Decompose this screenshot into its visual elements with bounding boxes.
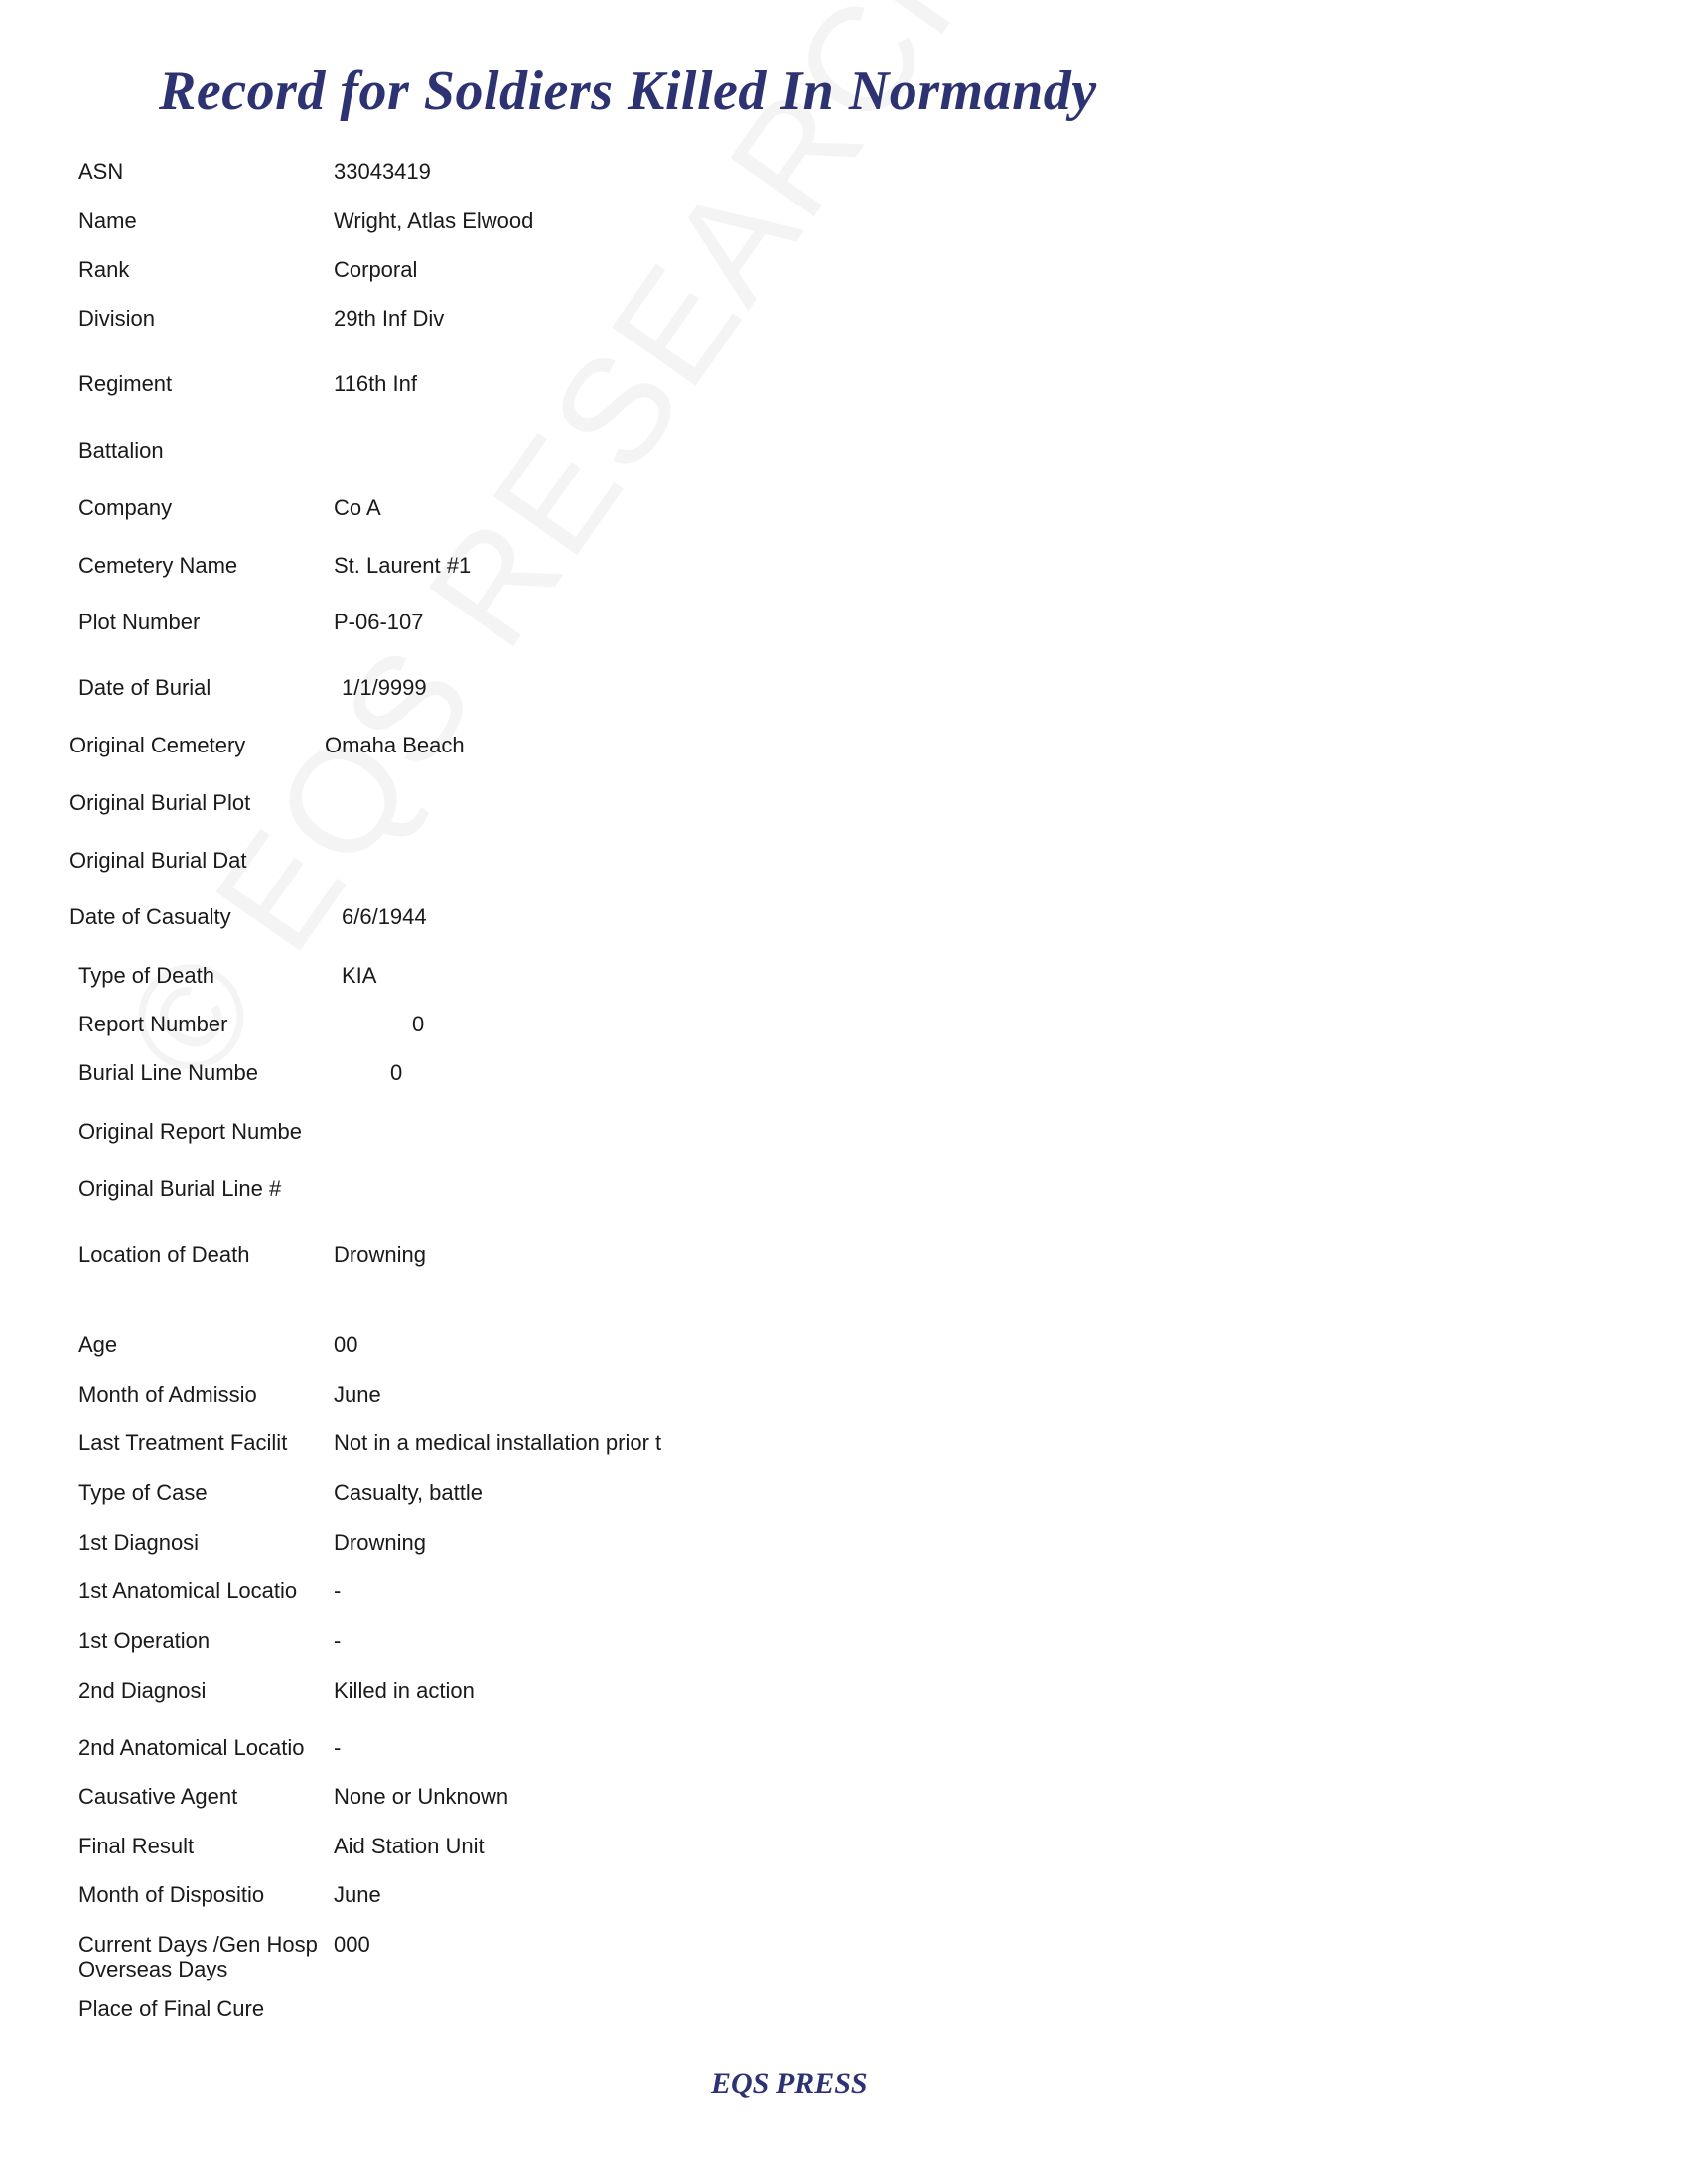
field-value: 6/6/1944	[342, 904, 427, 929]
field-label: Original Burial Dat	[70, 848, 247, 873]
field-label: 1st Diagnosi	[78, 1530, 200, 1555]
field-label: Rank	[78, 257, 130, 282]
field-value: St. Laurent #1	[334, 553, 472, 578]
page-title: Record for Soldiers Killed In Normandy	[159, 61, 1097, 122]
field-label: Place of Final Cure	[78, 1996, 265, 2021]
field-value: 29th Inf Div	[334, 306, 445, 331]
field-label: Plot Number	[78, 610, 201, 634]
field-label: Month of Admissio	[78, 1382, 257, 1407]
field-label: Causative Agent	[78, 1784, 238, 1809]
field-value: 33043419	[334, 159, 431, 184]
field-value: -	[334, 1628, 342, 1653]
field-label: Final Result	[78, 1834, 195, 1858]
field-label: Type of Death	[78, 963, 214, 988]
field-label: Original Burial Plot	[70, 790, 251, 815]
field-value: 116th Inf	[334, 371, 417, 396]
field-value: Omaha Beach	[325, 733, 465, 757]
field-value: June	[334, 1382, 381, 1407]
field-value: Co A	[334, 495, 381, 520]
field-value: KIA	[342, 963, 377, 988]
field-label: Type of Case	[78, 1480, 208, 1505]
field-label: Age	[78, 1332, 118, 1357]
field-value: Not in a medical installation prior t	[334, 1431, 662, 1455]
field-label: Month of Dispositio	[78, 1882, 265, 1907]
field-label: Division	[78, 306, 156, 331]
field-value: -	[334, 1735, 342, 1760]
field-label: Last Treatment Facilit	[78, 1431, 288, 1455]
field-label: ASN	[78, 159, 124, 184]
field-label: Original Cemetery	[70, 733, 246, 757]
field-value: Drowning	[334, 1242, 426, 1267]
field-value: 00	[334, 1332, 358, 1357]
field-label: Date of Burial	[78, 675, 211, 700]
field-label: Battalion	[78, 438, 164, 463]
field-value: 000	[334, 1932, 370, 1957]
field-value: Drowning	[334, 1530, 426, 1555]
field-value: 1/1/9999	[342, 675, 427, 700]
field-label: Overseas Days	[78, 1957, 228, 1981]
field-value: June	[334, 1882, 381, 1907]
field-label: Cemetery Name	[78, 553, 238, 578]
watermark	[89, 0, 1198, 1111]
field-label: Date of Casualty	[70, 904, 231, 929]
field-label: 1st Operation	[78, 1628, 211, 1653]
field-label: Original Burial Line #	[78, 1176, 282, 1201]
field-label: Report Number	[78, 1012, 228, 1036]
field-label: Company	[78, 495, 173, 520]
field-label: Regiment	[78, 371, 173, 396]
publisher-footer: EQS PRESS	[711, 2067, 868, 2100]
field-label: Name	[78, 208, 137, 233]
field-label: Original Report Numbe	[78, 1119, 302, 1144]
field-label: Location of Death	[78, 1242, 250, 1267]
field-label: 2nd Diagnosi	[78, 1678, 207, 1703]
field-value: Corporal	[334, 257, 418, 282]
field-label: 1st Anatomical Locatio	[78, 1578, 298, 1603]
field-value: 0	[390, 1060, 403, 1085]
field-label: 2nd Anatomical Locatio	[78, 1735, 305, 1760]
field-value: Aid Station Unit	[334, 1834, 485, 1858]
field-value: 0	[412, 1012, 425, 1036]
field-value: -	[334, 1578, 342, 1603]
field-value: P-06-107	[334, 610, 424, 634]
field-value: None or Unknown	[334, 1784, 509, 1809]
field-value: Killed in action	[334, 1678, 475, 1703]
field-label: Burial Line Numbe	[78, 1060, 258, 1085]
field-value: Casualty, battle	[334, 1480, 484, 1505]
field-value: Wright, Atlas Elwood	[334, 208, 534, 233]
field-label: Current Days /Gen Hosp	[78, 1932, 318, 1957]
